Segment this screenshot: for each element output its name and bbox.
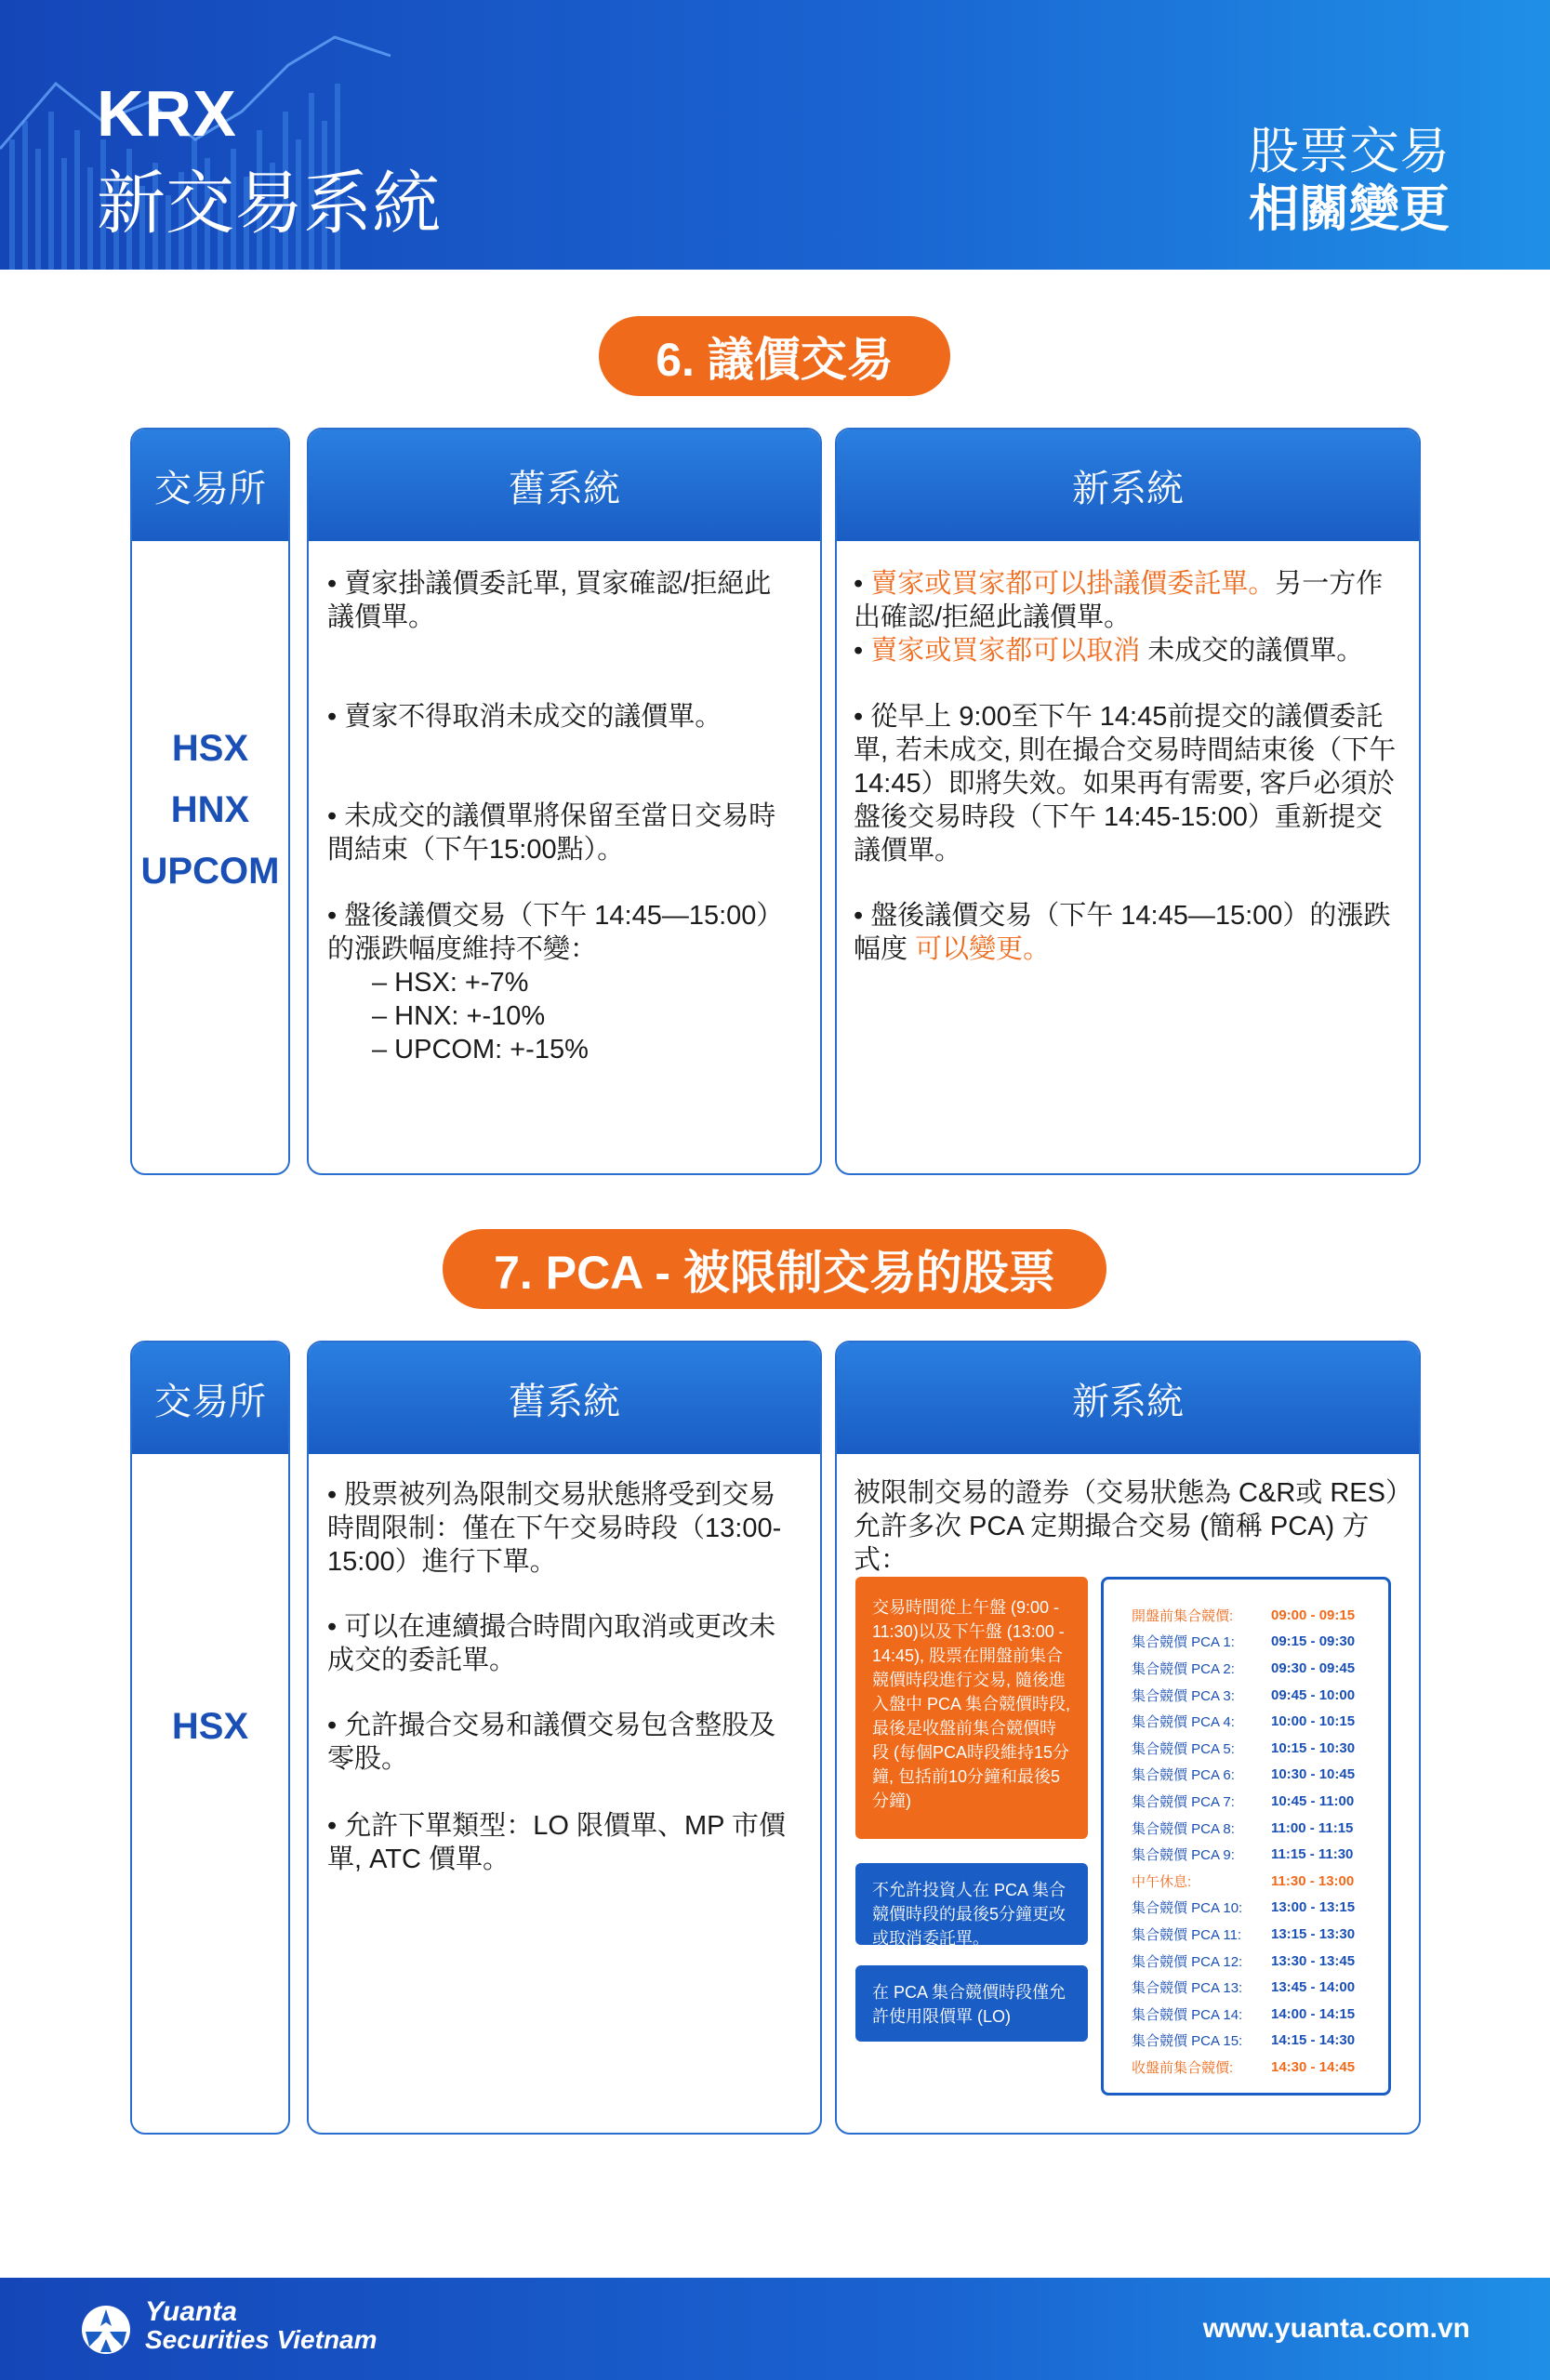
s6-new-p2-rest: 未成交的議價單。 bbox=[1140, 636, 1364, 666]
schedule-label: 集合競價 PCA 2: bbox=[1132, 1660, 1235, 1677]
s6-old-p3: • 未成交的議價單將保留至當日交易時間結束（下午15:00點）。 bbox=[327, 801, 776, 865]
schedule-row bbox=[1132, 1708, 1362, 1735]
s6-new-p2-highlight: 賣家或買家都可以取消 bbox=[870, 636, 1141, 666]
s7-old-p4: • 允許下單類型：LO 限價單、MP 市價單, ATC 價單。 bbox=[327, 1811, 786, 1874]
s6-new-p1-rest: 另一方作出確認/拒絕此議價單。 bbox=[854, 569, 1384, 632]
schedule-row bbox=[1132, 1762, 1362, 1789]
section7-exchange-column bbox=[130, 1341, 290, 2135]
pca-schedule-table bbox=[1101, 1577, 1391, 2096]
schedule-row bbox=[1132, 1921, 1362, 1948]
s7-old-p2: • 可以在連續撮合時間內取消或更改未成交的委託單。 bbox=[327, 1612, 776, 1675]
s6-new-p1-bullet: • bbox=[854, 569, 871, 599]
schedule-label: 集合競價 PCA 11: bbox=[1132, 1926, 1242, 1943]
schedule-label: 集合競價 PCA 1: bbox=[1132, 1634, 1235, 1651]
schedule-label: 開盤前集合競價: bbox=[1132, 1607, 1234, 1624]
section7-exchange-list bbox=[132, 1696, 288, 1757]
schedule-row bbox=[1132, 1788, 1362, 1815]
schedule-row bbox=[1132, 2054, 1362, 2081]
website-link[interactable]: www.yuanta.com.vn bbox=[1202, 2313, 1470, 2344]
s6-new-p3: • 從早上 9:00至下午 14:45前提交的議價委託單, 若未成交, 則在撮合交易時間結束後（下午14:45）即將失效。如果再有需要, 客戶必須於盤後交易時段（下午 14:45-15:00）重新提交議價單。 bbox=[854, 702, 1397, 866]
schedule-row bbox=[1132, 2001, 1362, 2028]
pca-order-type-box: 在 PCA 集合競價時段僅允許使用限價單 (LO) bbox=[855, 1965, 1088, 2042]
schedule-time: 10:45 - 11:00 bbox=[1271, 1792, 1355, 1809]
page-footer bbox=[0, 2278, 1550, 2380]
page-header bbox=[0, 0, 1550, 270]
schedule-time: 09:15 - 09:30 bbox=[1271, 1633, 1356, 1650]
section7-exchange-header: 交易所 bbox=[132, 1342, 288, 1454]
schedule-row bbox=[1132, 1655, 1362, 1682]
brand-title: KRX bbox=[97, 77, 237, 150]
schedule-row bbox=[1132, 1735, 1362, 1762]
schedule-time: 14:00 - 14:15 bbox=[1271, 2005, 1356, 2022]
s6-new-p4-highlight: 可以變更。 bbox=[915, 934, 1051, 964]
exchange-hsx: HSX bbox=[171, 1706, 249, 1747]
schedule-label: 集合競價 PCA 5: bbox=[1132, 1740, 1235, 1757]
schedule-time: 13:45 - 14:00 bbox=[1271, 1979, 1356, 1996]
schedule-time: 11:30 - 13:00 bbox=[1271, 1872, 1355, 1889]
schedule-row bbox=[1132, 1682, 1362, 1709]
schedule-label: 收盤前集合競價: bbox=[1132, 2059, 1234, 2076]
schedule-time: 14:30 - 14:45 bbox=[1271, 2058, 1356, 2075]
s6-old-limit-hnx: – HNX: +-10% bbox=[372, 1001, 546, 1031]
schedule-time: 13:00 - 13:15 bbox=[1271, 1899, 1356, 1916]
exchange-upcom: UPCOM bbox=[140, 851, 280, 892]
schedule-row bbox=[1132, 2028, 1362, 2055]
header-right-line2: 相關變更 bbox=[1249, 181, 1450, 237]
header-right-line1: 股票交易 bbox=[1249, 124, 1450, 179]
section6-exchange-column bbox=[130, 428, 290, 1175]
schedule-label: 集合競價 PCA 8: bbox=[1132, 1820, 1235, 1837]
exchange-hnx: HNX bbox=[170, 789, 250, 830]
schedule-time: 09:45 - 10:00 bbox=[1271, 1686, 1356, 1703]
s7-old-p1: • 股票被列為限制交易狀態將受到交易時間限制：僅在下午交易時段（13:00-15:00）進行下單。 bbox=[327, 1480, 782, 1577]
s6-new-p2-bullet: • bbox=[854, 636, 871, 666]
section7-new-header: 新系統 bbox=[837, 1342, 1419, 1454]
schedule-time: 10:00 - 10:15 bbox=[1271, 1713, 1356, 1730]
s6-old-p1: • 賣家掛議價委託單, 買家確認/拒絕此議價單。 bbox=[327, 569, 772, 632]
schedule-label: 集合競價 PCA 4: bbox=[1132, 1714, 1235, 1731]
s6-new-p1-highlight: 賣家或買家都可以掛議價委託單。 bbox=[870, 569, 1276, 599]
s6-old-limit-upcom: – UPCOM: +-15% bbox=[372, 1035, 589, 1064]
schedule-label: 集合競價 PCA 9: bbox=[1132, 1847, 1235, 1864]
schedule-label: 集合競價 PCA 7: bbox=[1132, 1793, 1235, 1810]
s6-new-p4 bbox=[854, 899, 1402, 966]
s6-new-p2 bbox=[854, 634, 1402, 668]
s7-new-intro: 被限制交易的證券（交易狀態為 C&R或 RES）允許多次 PCA 定期撮合交易 (簡稱 PCA) 方式： bbox=[854, 1478, 1399, 1575]
schedule-time: 11:15 - 11:30 bbox=[1271, 1846, 1354, 1863]
schedule-row bbox=[1132, 1948, 1362, 1975]
pca-trading-hours-box: 交易時間從上午盤 (9:00 - 11:30)以及下午盤 (13:00 - 14:45), 股票在開盤前集合競價時段進行交易, 隨後進入盤中 PCA 集合競價時段, 最後是收盤前集合競價時段 (每個PCA時段維持15分鐘, 包括前10分鐘和最後5分鐘) bbox=[855, 1577, 1088, 1839]
exchange-hsx: HSX bbox=[171, 728, 249, 769]
schedule-label: 集合競價 PCA 14: bbox=[1132, 2006, 1243, 2023]
schedule-time: 14:15 - 14:30 bbox=[1271, 2032, 1356, 2049]
schedule-time: 11:00 - 11:15 bbox=[1271, 1819, 1354, 1836]
schedule-time: 10:15 - 10:30 bbox=[1271, 1739, 1356, 1756]
schedule-label: 集合競價 PCA 12: bbox=[1132, 1953, 1243, 1970]
schedule-label: 集合競價 PCA 6: bbox=[1132, 1767, 1235, 1784]
s6-old-p2: • 賣家不得取消未成交的議價單。 bbox=[327, 702, 722, 732]
logo-line2: Securities Vietnam bbox=[145, 2325, 378, 2354]
schedule-time: 09:00 - 09:15 bbox=[1271, 1606, 1356, 1623]
s6-new-p4-text: • 盤後議價交易（下午 14:45—15:00）的漲跌幅度 bbox=[854, 901, 1391, 964]
section6-exchange-header: 交易所 bbox=[132, 430, 288, 541]
schedule-row bbox=[1132, 1974, 1362, 2001]
schedule-row bbox=[1132, 1895, 1362, 1922]
schedule-row bbox=[1132, 1868, 1362, 1895]
schedule-label: 中午休息: bbox=[1132, 1873, 1192, 1890]
s6-old-p4: • 盤後議價交易（下午 14:45—15:00）的漲跌幅度維持不變： bbox=[327, 901, 784, 964]
pca-cancel-rule-box: 不允許投資人在 PCA 集合競價時段的最後5分鐘更改或取消委託單。 bbox=[855, 1863, 1088, 1945]
s6-new-p1 bbox=[854, 567, 1402, 634]
schedule-row bbox=[1132, 1602, 1362, 1629]
schedule-label: 集合競價 PCA 15: bbox=[1132, 2033, 1243, 2050]
section6-new-header: 新系統 bbox=[837, 430, 1419, 541]
section7-title: 7. PCA - 被限制交易的股票 bbox=[443, 1229, 1106, 1309]
yuanta-logo-text bbox=[145, 2298, 378, 2354]
s7-old-p3: • 允許撮合交易和議價交易包含整股及零股。 bbox=[327, 1711, 776, 1774]
section6-exchange-list bbox=[132, 718, 288, 902]
brand-subtitle: 新交易系統 bbox=[97, 165, 441, 242]
schedule-row bbox=[1132, 1815, 1362, 1842]
schedule-time: 10:30 - 10:45 bbox=[1271, 1766, 1356, 1783]
logo-line1: Yuanta bbox=[145, 2296, 237, 2327]
section7-old-header: 舊系統 bbox=[309, 1342, 820, 1454]
schedule-time: 13:30 - 13:45 bbox=[1271, 1952, 1356, 1969]
schedule-row bbox=[1132, 1629, 1362, 1656]
schedule-label: 集合競價 PCA 13: bbox=[1132, 1980, 1243, 1997]
schedule-time: 13:15 - 13:30 bbox=[1271, 1925, 1356, 1942]
schedule-time: 09:30 - 09:45 bbox=[1271, 1659, 1356, 1676]
s6-old-limit-hsx: – HSX: +-7% bbox=[372, 968, 529, 998]
schedule-label: 集合競價 PCA 3: bbox=[1132, 1687, 1235, 1704]
yuanta-logo-icon bbox=[80, 2304, 132, 2356]
schedule-row bbox=[1132, 1841, 1362, 1868]
section6-old-header: 舊系統 bbox=[309, 430, 820, 541]
section6-title: 6. 議價交易 bbox=[599, 316, 950, 396]
schedule-label: 集合競價 PCA 10: bbox=[1132, 1900, 1243, 1917]
